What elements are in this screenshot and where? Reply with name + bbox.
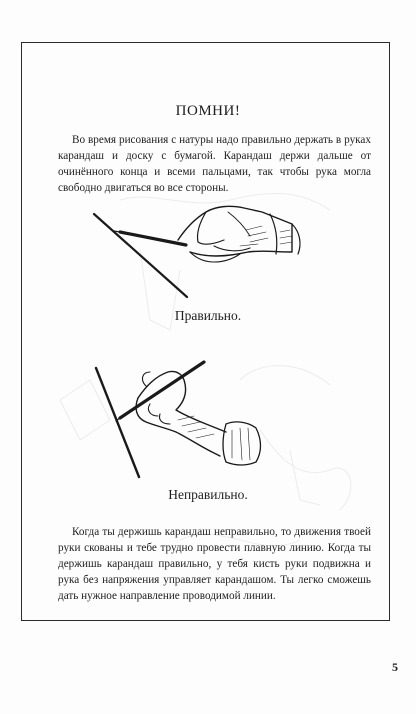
correct-caption: Правильно. — [174, 308, 242, 323]
incorrect-caption: Неправильно. — [168, 487, 248, 502]
page-number: 5 — [392, 660, 398, 674]
intro-paragraph: Во время рисования с натуры надо правильно держать в руках карандаш и доску с бумагой. Карандаш держи дальше от очинённого конца и всеми пальцами, так чтобы рука могла свободно двигаться во все стороны. — [58, 134, 371, 194]
page-title: ПОМНИ! — [175, 103, 241, 119]
body-paragraph: Когда ты держишь карандаш неправильно, то движения твоей руки скованы и тебе трудно провести плавную линию. Когда ты держишь карандаш правильно, у тебя кисть руки подвижна и рука без напряжения управляет карандашом. Ты легко сможешь дать нужное направление проводимой линии. — [58, 526, 371, 602]
